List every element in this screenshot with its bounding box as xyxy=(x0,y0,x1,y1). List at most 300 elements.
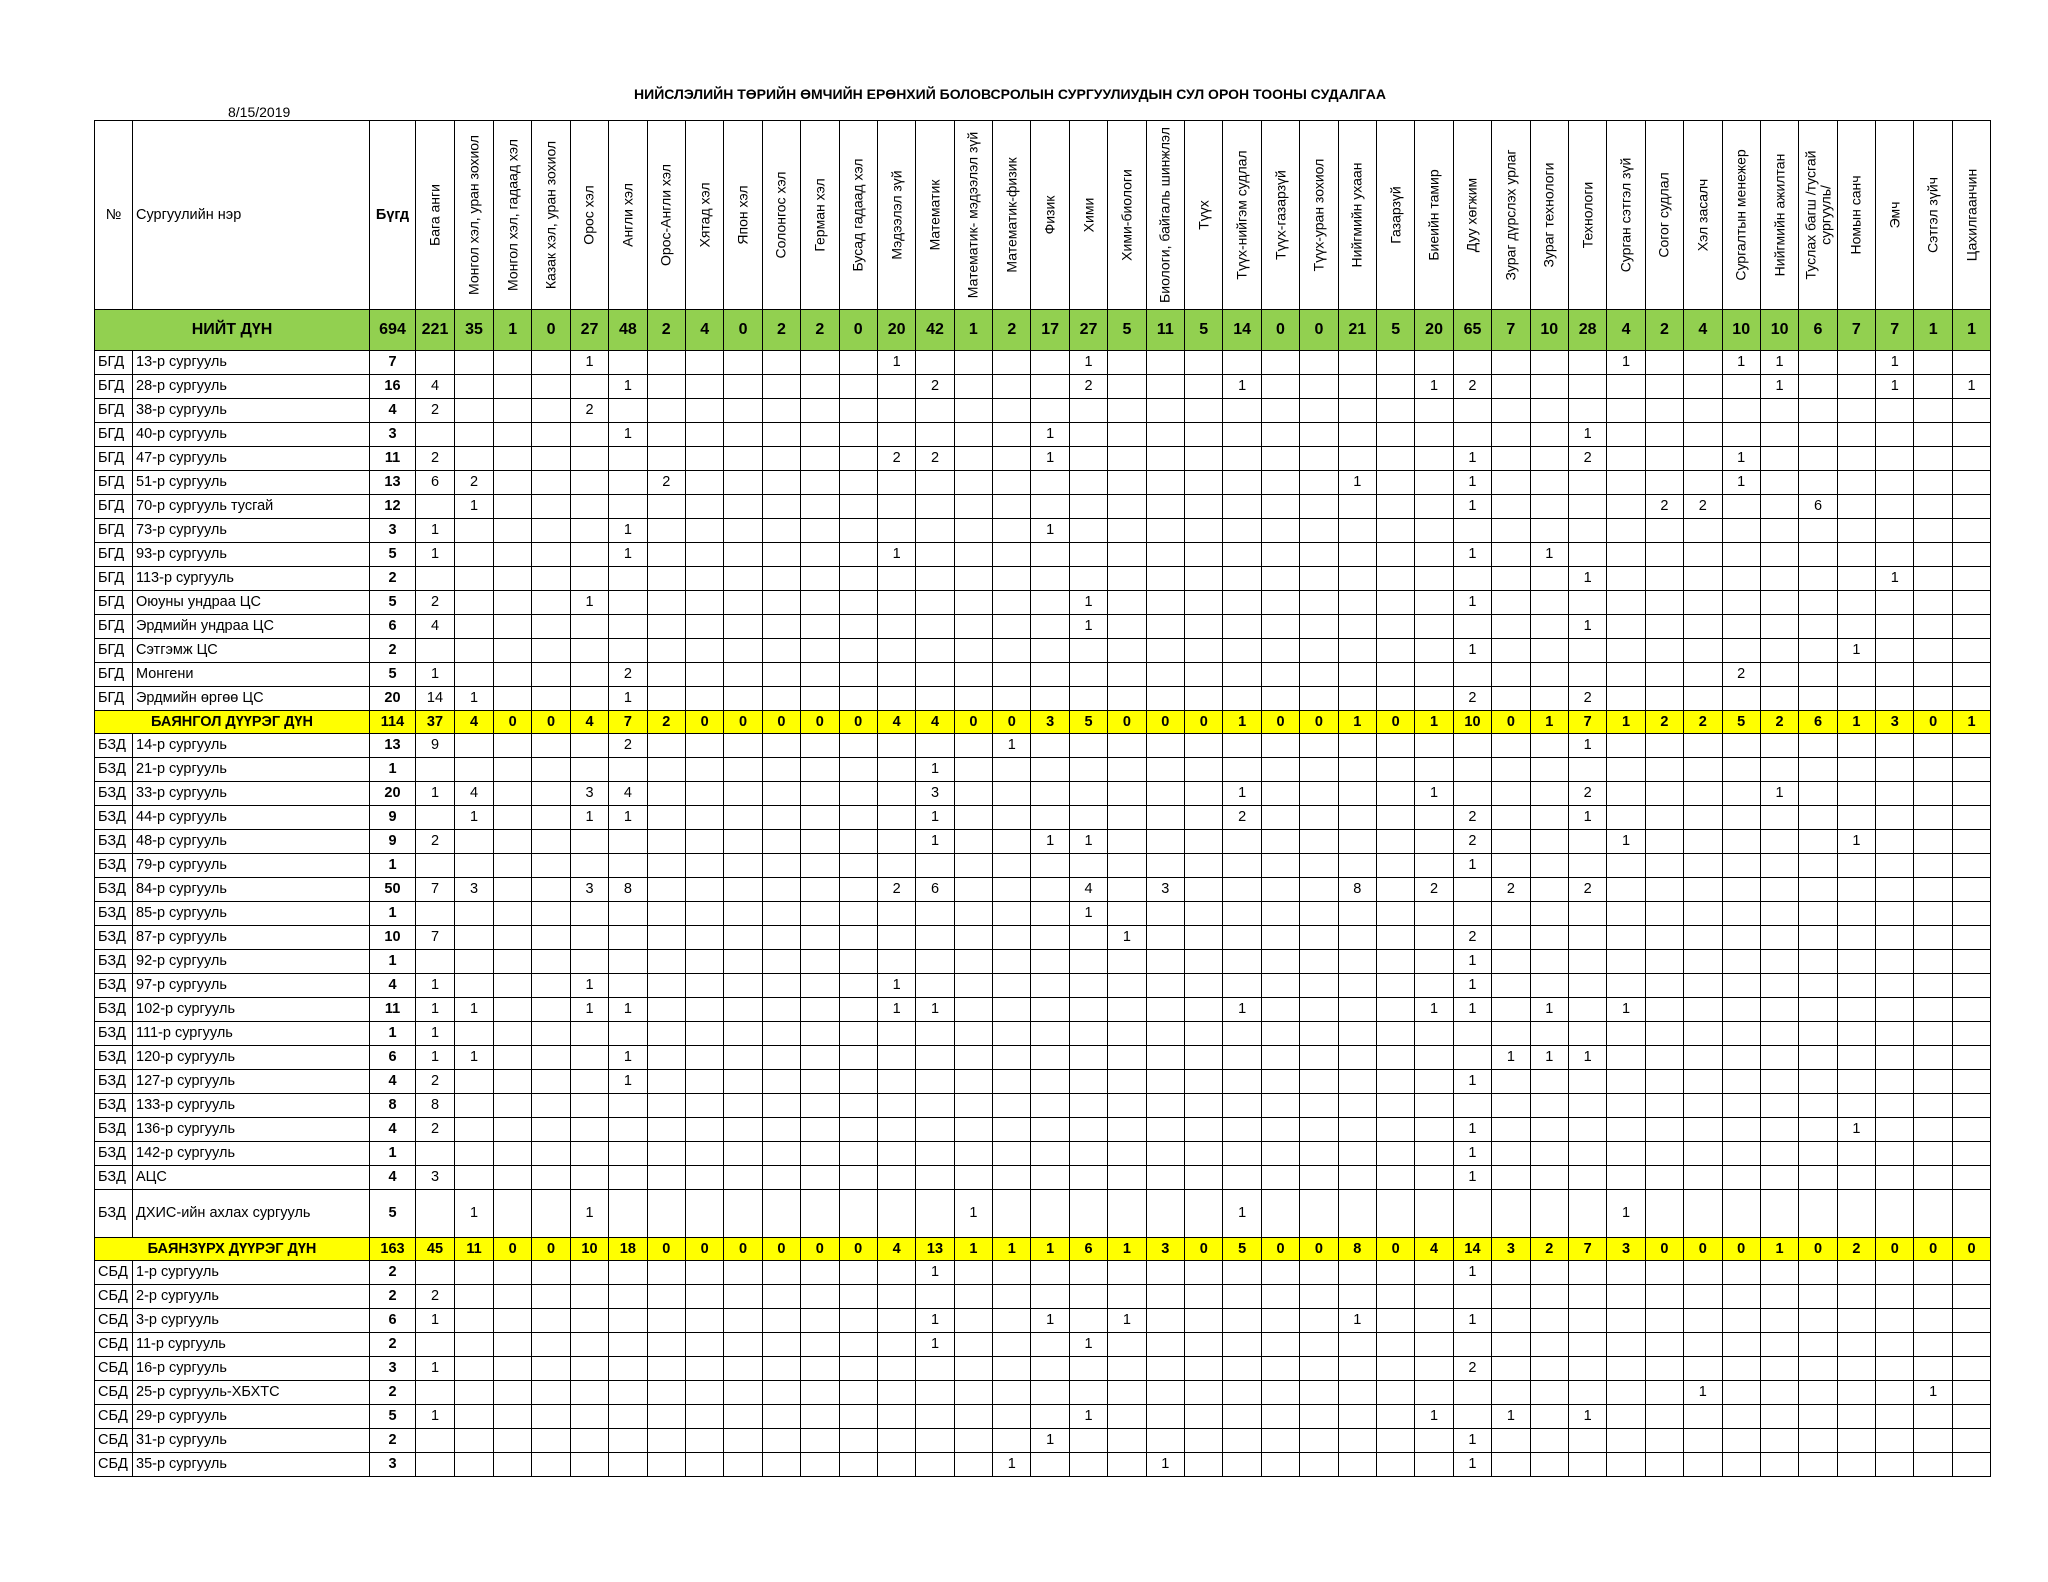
vacancy-cell xyxy=(532,1381,570,1405)
vacancy-cell xyxy=(416,1333,455,1357)
vacancy-cell xyxy=(1952,1094,1990,1118)
vacancy-cell xyxy=(685,1429,723,1453)
vacancy-cell xyxy=(993,399,1031,423)
vacancy-cell: 1 xyxy=(1492,1405,1530,1429)
vacancy-cell xyxy=(993,950,1031,974)
vacancy-cell: 1 xyxy=(1453,471,1491,495)
vacancy-cell: 1 xyxy=(1607,830,1645,854)
vacancy-cell xyxy=(993,687,1031,711)
vacancy-cell xyxy=(724,758,762,782)
vacancy-cell: 1 xyxy=(570,806,608,830)
vacancy-cell xyxy=(1146,423,1184,447)
header-subject xyxy=(1799,121,1837,310)
vacancy-cell: 1 xyxy=(1530,711,1568,734)
vacancy-cell: 1 xyxy=(416,1405,455,1429)
vacancy-cell xyxy=(916,1381,954,1405)
vacancy-cell xyxy=(1031,902,1069,926)
vacancy-cell xyxy=(1031,782,1069,806)
vacancy-cell xyxy=(1607,806,1645,830)
vacancy-cell: 6 xyxy=(1799,711,1837,734)
vacancy-cell xyxy=(954,878,992,902)
vacancy-cell xyxy=(1530,351,1568,375)
vacancy-cell xyxy=(1530,734,1568,758)
vacancy-cell xyxy=(609,1309,647,1333)
vacancy-cell xyxy=(1338,1453,1376,1477)
vacancy-cell xyxy=(1607,639,1645,663)
vacancy-cell xyxy=(1261,399,1299,423)
vacancy-cell xyxy=(724,1118,762,1142)
vacancy-cell xyxy=(416,567,455,591)
vacancy-cell xyxy=(1261,447,1299,471)
vacancy-cell: 1 xyxy=(916,1333,954,1357)
vacancy-cell xyxy=(532,902,570,926)
vacancy-cell xyxy=(1492,375,1530,399)
vacancy-cell xyxy=(455,399,494,423)
grand-total-cell: 27 xyxy=(570,310,608,351)
vacancy-cell xyxy=(993,423,1031,447)
vacancy-cell xyxy=(762,1333,800,1357)
vacancy-cell xyxy=(1645,950,1683,974)
vacancy-cell xyxy=(1300,495,1338,519)
vacancy-cell xyxy=(1146,591,1184,615)
vacancy-cell xyxy=(993,543,1031,567)
vacancy-cell xyxy=(1684,782,1722,806)
header-subject-label: Орос хэл xyxy=(581,185,598,245)
district-code: БЗД xyxy=(95,758,133,782)
vacancy-cell xyxy=(1415,591,1453,615)
vacancy-cell xyxy=(954,591,992,615)
vacancy-cell xyxy=(1376,567,1414,591)
vacancy-cell xyxy=(494,1381,532,1405)
row-total: 4 xyxy=(370,1070,416,1094)
vacancy-cell xyxy=(1223,399,1261,423)
row-total: 7 xyxy=(370,351,416,375)
vacancy-cell xyxy=(724,687,762,711)
vacancy-cell xyxy=(685,687,723,711)
vacancy-cell xyxy=(494,998,532,1022)
school-row xyxy=(95,471,1991,495)
vacancy-cell xyxy=(1338,519,1376,543)
vacancy-cell: 0 xyxy=(839,711,877,734)
vacancy-cell xyxy=(1261,1429,1299,1453)
school-row xyxy=(95,1261,1991,1285)
vacancy-cell xyxy=(532,1261,570,1285)
vacancy-cell xyxy=(1760,1118,1798,1142)
school-name: 87-р сургууль xyxy=(133,926,370,950)
vacancy-cell: 0 xyxy=(1185,711,1223,734)
vacancy-cell xyxy=(1492,1429,1530,1453)
vacancy-cell xyxy=(1415,1118,1453,1142)
vacancy-cell xyxy=(1760,1046,1798,1070)
row-total: 6 xyxy=(370,1046,416,1070)
district-code: СБД xyxy=(95,1333,133,1357)
vacancy-cell xyxy=(1645,974,1683,998)
vacancy-cell xyxy=(1607,1142,1645,1166)
row-total: 163 xyxy=(370,1238,416,1261)
vacancy-cell xyxy=(839,687,877,711)
vacancy-cell: 1 xyxy=(1223,782,1261,806)
vacancy-cell xyxy=(877,399,915,423)
vacancy-cell xyxy=(877,495,915,519)
vacancy-cell: 2 xyxy=(1453,687,1491,711)
row-total: 10 xyxy=(370,926,416,950)
vacancy-cell xyxy=(647,1261,685,1285)
school-name: 48-р сургууль xyxy=(133,830,370,854)
vacancy-cell xyxy=(762,591,800,615)
vacancy-cell xyxy=(1376,1261,1414,1285)
header-subject-label: Хими-биологи xyxy=(1118,169,1135,261)
vacancy-cell xyxy=(1952,1429,1990,1453)
vacancy-cell xyxy=(1300,423,1338,447)
vacancy-cell xyxy=(993,1333,1031,1357)
vacancy-cell xyxy=(1837,663,1875,687)
vacancy-cell xyxy=(570,423,608,447)
vacancy-cell xyxy=(647,782,685,806)
vacancy-cell xyxy=(916,663,954,687)
vacancy-cell xyxy=(1684,1285,1722,1309)
vacancy-cell xyxy=(1799,1190,1837,1238)
vacancy-cell: 1 xyxy=(1223,1190,1261,1238)
vacancy-cell xyxy=(532,1118,570,1142)
vacancy-cell xyxy=(532,567,570,591)
vacancy-cell xyxy=(1952,519,1990,543)
vacancy-cell xyxy=(1223,543,1261,567)
vacancy-cell xyxy=(993,615,1031,639)
vacancy-cell xyxy=(494,351,532,375)
vacancy-cell xyxy=(1069,1118,1107,1142)
vacancy-cell xyxy=(1952,1453,1990,1477)
vacancy-cell xyxy=(1952,1357,1990,1381)
vacancy-cell xyxy=(839,543,877,567)
vacancy-cell xyxy=(1300,591,1338,615)
vacancy-cell xyxy=(1185,1070,1223,1094)
vacancy-cell: 0 xyxy=(685,711,723,734)
vacancy-cell xyxy=(801,902,839,926)
vacancy-cell xyxy=(762,471,800,495)
vacancy-cell xyxy=(532,1046,570,1070)
school-row xyxy=(95,375,1991,399)
vacancy-cell: 4 xyxy=(455,782,494,806)
vacancy-cell xyxy=(1108,687,1146,711)
vacancy-cell xyxy=(1952,471,1990,495)
vacancy-cell xyxy=(1108,998,1146,1022)
vacancy-cell: 1 xyxy=(416,543,455,567)
vacancy-cell xyxy=(1876,663,1914,687)
vacancy-cell xyxy=(1952,591,1990,615)
vacancy-cell xyxy=(1914,351,1952,375)
vacancy-cell xyxy=(1415,974,1453,998)
vacancy-cell: 4 xyxy=(877,711,915,734)
vacancy-cell xyxy=(1530,1333,1568,1357)
vacancy-cell xyxy=(494,615,532,639)
vacancy-cell: 1 xyxy=(455,1046,494,1070)
vacancy-cell xyxy=(993,1405,1031,1429)
vacancy-cell: 4 xyxy=(416,375,455,399)
vacancy-cell xyxy=(1031,998,1069,1022)
vacancy-cell xyxy=(993,1381,1031,1405)
vacancy-cell xyxy=(1453,423,1491,447)
vacancy-cell xyxy=(1031,687,1069,711)
vacancy-cell xyxy=(1146,687,1184,711)
vacancy-cell: 1 xyxy=(1223,711,1261,734)
vacancy-cell: 7 xyxy=(416,926,455,950)
header-row xyxy=(95,121,1991,310)
vacancy-cell xyxy=(1376,1429,1414,1453)
school-name: 142-р сургууль xyxy=(133,1142,370,1166)
vacancy-cell xyxy=(1108,1261,1146,1285)
vacancy-cell xyxy=(954,782,992,806)
vacancy-cell xyxy=(685,782,723,806)
school-name: 16-р сургууль xyxy=(133,1357,370,1381)
vacancy-cell xyxy=(839,830,877,854)
vacancy-cell xyxy=(724,974,762,998)
vacancy-cell xyxy=(1223,734,1261,758)
district-code: БГД xyxy=(95,447,133,471)
vacancy-cell xyxy=(494,663,532,687)
vacancy-cell xyxy=(1146,902,1184,926)
vacancy-cell xyxy=(762,758,800,782)
vacancy-cell xyxy=(954,1022,992,1046)
vacancy-cell xyxy=(455,1453,494,1477)
vacancy-cell xyxy=(1415,423,1453,447)
vacancy-cell xyxy=(1568,1166,1606,1190)
vacancy-cell: 0 xyxy=(685,1238,723,1261)
vacancy-cell xyxy=(570,687,608,711)
school-name: АЦС xyxy=(133,1166,370,1190)
vacancy-cell xyxy=(1338,830,1376,854)
vacancy-table xyxy=(94,120,1991,1477)
vacancy-cell: 1 xyxy=(1760,375,1798,399)
vacancy-cell xyxy=(1645,519,1683,543)
vacancy-cell xyxy=(1223,1285,1261,1309)
vacancy-cell xyxy=(647,687,685,711)
vacancy-cell xyxy=(1492,663,1530,687)
vacancy-cell xyxy=(1914,1118,1952,1142)
vacancy-cell xyxy=(1338,687,1376,711)
vacancy-cell xyxy=(877,1405,915,1429)
school-row xyxy=(95,950,1991,974)
vacancy-cell xyxy=(609,1118,647,1142)
vacancy-cell xyxy=(1185,423,1223,447)
vacancy-cell xyxy=(1453,902,1491,926)
vacancy-cell xyxy=(1568,830,1606,854)
vacancy-cell xyxy=(1799,734,1837,758)
row-total: 13 xyxy=(370,471,416,495)
vacancy-cell xyxy=(1914,543,1952,567)
vacancy-cell: 14 xyxy=(416,687,455,711)
vacancy-cell xyxy=(801,591,839,615)
header-subject xyxy=(1261,121,1299,310)
school-name: 97-р сургууль xyxy=(133,974,370,998)
vacancy-cell: 10 xyxy=(1453,711,1491,734)
vacancy-cell xyxy=(1760,1381,1798,1405)
vacancy-cell xyxy=(1185,1381,1223,1405)
vacancy-cell: 7 xyxy=(1568,1238,1606,1261)
vacancy-cell: 1 xyxy=(1607,351,1645,375)
vacancy-cell xyxy=(762,495,800,519)
header-subject-label: Математик- мэдээлэл зүй xyxy=(965,131,982,299)
vacancy-cell xyxy=(1338,902,1376,926)
vacancy-cell xyxy=(1376,615,1414,639)
vacancy-cell: 0 xyxy=(1952,1238,1990,1261)
school-name: 51-р сургууль xyxy=(133,471,370,495)
vacancy-cell xyxy=(455,974,494,998)
vacancy-cell: 0 xyxy=(1914,711,1952,734)
vacancy-cell xyxy=(1722,1285,1760,1309)
vacancy-cell: 8 xyxy=(416,1094,455,1118)
vacancy-cell: 0 xyxy=(762,711,800,734)
school-name: 111-р сургууль xyxy=(133,1022,370,1046)
vacancy-cell xyxy=(532,1309,570,1333)
vacancy-cell: 1 xyxy=(455,806,494,830)
vacancy-cell xyxy=(1530,423,1568,447)
vacancy-cell xyxy=(1261,567,1299,591)
header-subject xyxy=(1684,121,1722,310)
vacancy-cell xyxy=(1338,1429,1376,1453)
vacancy-cell xyxy=(1223,1046,1261,1070)
vacancy-cell xyxy=(1645,782,1683,806)
vacancy-cell: 0 xyxy=(762,1238,800,1261)
row-total: 114 xyxy=(370,711,416,734)
vacancy-cell: 5 xyxy=(1722,711,1760,734)
vacancy-cell xyxy=(993,902,1031,926)
vacancy-cell xyxy=(1069,1453,1107,1477)
header-subject-label: Түүх xyxy=(1195,200,1212,230)
vacancy-cell xyxy=(1223,1333,1261,1357)
vacancy-cell: 1 xyxy=(1453,854,1491,878)
vacancy-cell xyxy=(1914,447,1952,471)
vacancy-cell xyxy=(1760,1429,1798,1453)
vacancy-cell xyxy=(954,1453,992,1477)
vacancy-cell xyxy=(839,1022,877,1046)
vacancy-cell xyxy=(916,1190,954,1238)
vacancy-cell xyxy=(1952,1166,1990,1190)
vacancy-cell xyxy=(1722,830,1760,854)
vacancy-cell xyxy=(1952,567,1990,591)
vacancy-cell xyxy=(1568,543,1606,567)
vacancy-cell xyxy=(839,878,877,902)
vacancy-cell xyxy=(570,734,608,758)
vacancy-cell xyxy=(1799,902,1837,926)
vacancy-cell xyxy=(609,1453,647,1477)
header-subject xyxy=(1300,121,1338,310)
school-name: 93-р сургууль xyxy=(133,543,370,567)
row-total: 8 xyxy=(370,1094,416,1118)
vacancy-cell xyxy=(1684,1309,1722,1333)
vacancy-cell xyxy=(762,1453,800,1477)
vacancy-cell xyxy=(1376,1405,1414,1429)
vacancy-cell xyxy=(1453,1094,1491,1118)
vacancy-cell xyxy=(1722,926,1760,950)
vacancy-cell xyxy=(993,567,1031,591)
vacancy-cell xyxy=(1799,519,1837,543)
vacancy-cell xyxy=(1645,1118,1683,1142)
vacancy-cell xyxy=(1108,1166,1146,1190)
vacancy-cell: 3 xyxy=(570,782,608,806)
vacancy-cell xyxy=(1492,519,1530,543)
header-subject xyxy=(1223,121,1261,310)
vacancy-cell xyxy=(1952,399,1990,423)
vacancy-cell xyxy=(1837,1190,1875,1238)
vacancy-cell: 0 xyxy=(1684,1238,1722,1261)
vacancy-cell xyxy=(1492,615,1530,639)
vacancy-cell xyxy=(532,663,570,687)
vacancy-cell xyxy=(1492,854,1530,878)
vacancy-cell xyxy=(1837,950,1875,974)
vacancy-cell xyxy=(1453,1046,1491,1070)
vacancy-cell xyxy=(1031,806,1069,830)
vacancy-cell: 1 xyxy=(416,663,455,687)
school-row xyxy=(95,1357,1991,1381)
vacancy-cell xyxy=(1837,1381,1875,1405)
vacancy-cell: 1 xyxy=(609,806,647,830)
vacancy-cell xyxy=(1914,758,1952,782)
vacancy-cell xyxy=(1530,758,1568,782)
vacancy-cell xyxy=(877,782,915,806)
vacancy-cell xyxy=(1722,1094,1760,1118)
vacancy-cell xyxy=(839,615,877,639)
grand-total-cell: 65 xyxy=(1453,310,1491,351)
vacancy-cell xyxy=(1031,1094,1069,1118)
district-code: СБД xyxy=(95,1381,133,1405)
vacancy-cell xyxy=(1837,567,1875,591)
vacancy-cell xyxy=(1607,1094,1645,1118)
vacancy-cell xyxy=(1300,1261,1338,1285)
vacancy-cell xyxy=(1530,1357,1568,1381)
vacancy-cell xyxy=(532,854,570,878)
vacancy-cell xyxy=(1645,1285,1683,1309)
vacancy-cell xyxy=(1568,1333,1606,1357)
vacancy-cell xyxy=(1223,1142,1261,1166)
vacancy-cell xyxy=(993,1190,1031,1238)
vacancy-cell: 0 xyxy=(647,1238,685,1261)
header-number: № xyxy=(95,121,133,310)
grand-total-cell: 4 xyxy=(1684,310,1722,351)
vacancy-cell xyxy=(1069,1166,1107,1190)
district-code: СБД xyxy=(95,1309,133,1333)
vacancy-cell xyxy=(1607,447,1645,471)
header-subject xyxy=(1760,121,1798,310)
vacancy-cell: 1 xyxy=(455,1190,494,1238)
vacancy-cell xyxy=(1760,998,1798,1022)
vacancy-cell xyxy=(532,782,570,806)
vacancy-cell xyxy=(1645,591,1683,615)
vacancy-cell xyxy=(1530,1453,1568,1477)
grand-total-cell: 1 xyxy=(1914,310,1952,351)
vacancy-cell xyxy=(1952,926,1990,950)
vacancy-cell xyxy=(494,926,532,950)
vacancy-cell: 1 xyxy=(1031,519,1069,543)
vacancy-cell xyxy=(1799,1046,1837,1070)
vacancy-cell xyxy=(916,1118,954,1142)
vacancy-cell xyxy=(1300,1046,1338,1070)
vacancy-cell xyxy=(1338,926,1376,950)
vacancy-cell: 1 xyxy=(1338,1309,1376,1333)
vacancy-cell: 1 xyxy=(1415,711,1453,734)
vacancy-cell xyxy=(801,1094,839,1118)
vacancy-cell xyxy=(954,830,992,854)
vacancy-cell xyxy=(1338,1046,1376,1070)
vacancy-cell xyxy=(494,782,532,806)
vacancy-cell xyxy=(801,615,839,639)
school-name: 11-р сургууль xyxy=(133,1333,370,1357)
vacancy-cell xyxy=(455,1381,494,1405)
row-total: 1 xyxy=(370,950,416,974)
header-subject-label: Солонгос хэл xyxy=(773,171,790,259)
vacancy-cell xyxy=(1876,1453,1914,1477)
vacancy-cell xyxy=(1799,471,1837,495)
vacancy-cell xyxy=(1837,1022,1875,1046)
